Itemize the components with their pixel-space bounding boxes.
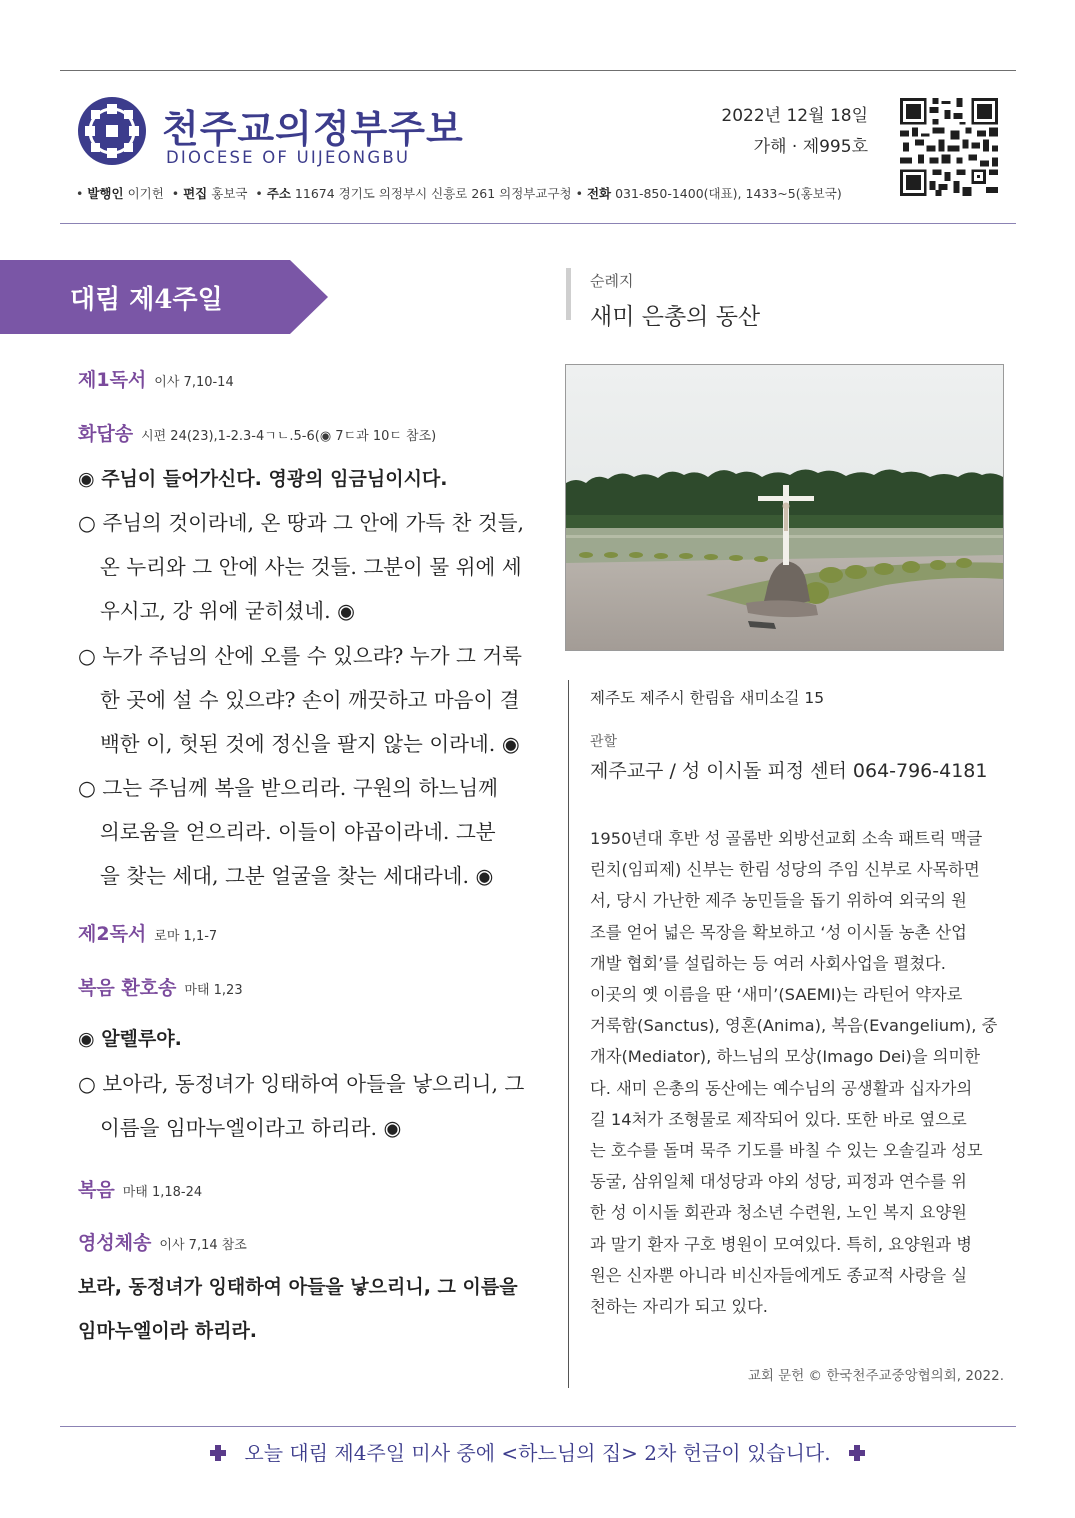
psalm-verses bbox=[78, 766, 540, 898]
communion-label: 영성체송 bbox=[78, 1232, 152, 1254]
second-reading-ref: 로마 1,1-7 bbox=[154, 929, 218, 944]
masthead-subtitle: DIOCESE OF UIJEONGBU bbox=[166, 148, 411, 167]
phone-label: 전화 bbox=[586, 186, 612, 201]
cross-icon bbox=[849, 1445, 865, 1461]
acclamation-verse bbox=[78, 1062, 540, 1150]
gospel-label: 복음 bbox=[78, 1179, 115, 1201]
description-line: 서, 당시 가난한 제주 농민들을 돕기 위하여 외국의 원 bbox=[590, 891, 967, 911]
description-line: 거룩함(Sanctus), 영혼(Anima), 복음(Evangelium), 중 bbox=[590, 1016, 998, 1036]
verse-line: 우시고, 강 위에 굳히셨네. ◉ bbox=[100, 599, 356, 623]
diocese-logo-icon bbox=[77, 96, 147, 166]
footer-rule bbox=[60, 1426, 1016, 1427]
psalm-verses bbox=[78, 634, 540, 766]
editor-label: 편집 bbox=[183, 186, 208, 201]
gospel bbox=[78, 1175, 202, 1202]
offering-notice: 오늘 대림 제4주일 미사 중에 <하느님의 집> 2차 헌금이 있습니다. bbox=[244, 1441, 831, 1465]
verse-line: 의로움을 얻으리라. 이들이 야곱이라네. 그분 bbox=[100, 820, 496, 844]
description-line: 는 호수를 돌며 묵주 기도를 바칠 수 있는 오솔길과 성모 bbox=[590, 1141, 983, 1161]
description-line: 이곳의 옛 이름을 딴 ‘새미’(SAEMI)는 라틴어 약자로 bbox=[590, 985, 963, 1005]
description-line: 린치(임피제) 신부는 한림 성당의 주임 신부로 사목하면 bbox=[590, 860, 980, 880]
verse-line: 을 찾는 세대, 그분 얼굴을 찾는 세대라네. ◉ bbox=[100, 864, 494, 888]
description-line: 개발 협회’를 설립하는 등 여러 사회사업을 펼쳤다. bbox=[590, 953, 946, 973]
verse-line: ○ 보아라, 동정녀가 잉태하여 아들을 낳으리니, 그 bbox=[78, 1072, 525, 1096]
jurisdiction-value: 제주교구 / 성 이시돌 피정 센터 064-796-4181 bbox=[590, 760, 988, 782]
gospel-acclamation-label: 복음 환호송 bbox=[78, 977, 177, 999]
description-line: 개자(Mediator), 하느님의 모상(Imago Dei)을 의미한 bbox=[590, 1047, 980, 1067]
psalm-ref: 시편 24(23),1-2.3-4ㄱㄴ.5-6(◉ 7ㄷ과 10ㄷ 참조) bbox=[141, 429, 437, 444]
jurisdiction-label: 관할 bbox=[590, 734, 618, 750]
communion bbox=[78, 1228, 247, 1255]
communion-line: 보라, 동정녀가 잉태하여 아들을 낳으리니, 그 이름을 bbox=[78, 1276, 518, 1298]
communion-ref: 이사 7,14 참조 bbox=[159, 1238, 247, 1253]
editor-name: 홍보국 bbox=[211, 186, 248, 201]
description-line: 천하는 자리가 되고 있다. bbox=[590, 1297, 768, 1317]
publisher-label: 발행인 bbox=[87, 186, 124, 201]
verse-line: 한 곳에 설 수 있으랴? 손이 깨끗하고 마음이 결 bbox=[100, 688, 520, 712]
communion-line: 임마누엘이라 하리라. bbox=[78, 1320, 258, 1342]
crucifix-lake-image bbox=[566, 365, 1003, 650]
psalm-verses bbox=[78, 501, 540, 633]
description-line: 원은 신자뿐 아니라 비신자들에게도 종교적 사랑을 실 bbox=[590, 1265, 968, 1285]
header-top-rule bbox=[60, 70, 1016, 71]
verse-line: 이름을 임마누엘이라고 하리라. ◉ bbox=[100, 1116, 402, 1140]
copyright-credit: 교회 문헌 © 한국천주교중앙협의회, 2022. bbox=[747, 1368, 1004, 1384]
sunday-title: 대림 제4주일 bbox=[70, 285, 223, 315]
pilgrimage-description bbox=[590, 823, 1006, 1322]
column-divider bbox=[568, 680, 569, 1388]
pilgrimage-accent-bar bbox=[566, 268, 571, 320]
verse-line: 온 누리와 그 안에 사는 것들. 그분이 물 위에 세 bbox=[100, 555, 522, 579]
issue-date: 2022년 12월 18일 bbox=[721, 106, 868, 126]
address-label: 주소 bbox=[266, 186, 291, 201]
communion-antiphon bbox=[78, 1265, 548, 1353]
pilgrimage-address: 제주도 제주시 한림읍 새미소길 15 bbox=[590, 689, 825, 707]
footer-notice bbox=[0, 1437, 1075, 1466]
pilgrimage-title: 새미 은총의 동산 bbox=[590, 304, 761, 330]
cross-icon bbox=[210, 1445, 226, 1461]
header-bottom-rule bbox=[60, 223, 1016, 224]
psalm-label: 화답송 bbox=[78, 423, 134, 445]
second-reading bbox=[78, 919, 217, 946]
description-line: 한 성 이시돌 회관과 청소년 수련원, 노인 복지 요양원 bbox=[590, 1203, 967, 1223]
psalm-response: ◉ 주님이 들어가신다. 영광의 임금님이시다. bbox=[78, 468, 448, 490]
description-line: 다. 새미 은총의 동산에는 예수님의 공생활과 십자가의 bbox=[590, 1078, 973, 1098]
first-reading bbox=[78, 365, 234, 392]
alleluia: ◉ 알렐루야. bbox=[78, 1028, 182, 1050]
gospel-ref: 마태 1,18-24 bbox=[122, 1185, 203, 1200]
pilgrimage-category: 순례지 bbox=[590, 272, 634, 290]
pilgrimage-photo bbox=[565, 364, 1004, 651]
masthead-title: 천주교의정부주보 bbox=[162, 107, 464, 151]
second-reading-label: 제2독서 bbox=[78, 923, 147, 945]
psalm bbox=[78, 419, 436, 446]
verse-line: ○ 그는 주님께 복을 받으리라. 구원의 하느님께 bbox=[78, 776, 498, 800]
publisher-address: 11674 경기도 의정부시 신흥로 261 의정부교구청 bbox=[294, 186, 572, 201]
issue-number: 가해 · 제995호 bbox=[753, 137, 868, 157]
verse-line: ○ 누가 주님의 산에 오를 수 있으랴? 누가 그 거룩 bbox=[78, 644, 522, 668]
description-line: 동굴, 삼위일체 대성당과 야외 성당, 피정과 연수를 위 bbox=[590, 1172, 967, 1192]
description-line: 과 말기 환자 구호 병원이 모여있다. 특히, 요양원과 병 bbox=[590, 1234, 973, 1254]
verse-line: 백한 이, 헛된 것에 정신을 팔지 않는 이라네. ◉ bbox=[100, 732, 520, 756]
description-line: 길 14처가 조형물로 제작되어 있다. 또한 바로 옆으로 bbox=[590, 1109, 967, 1129]
qr-code-icon[interactable] bbox=[900, 98, 998, 196]
verse-line: ○ 주님의 것이라네, 온 땅과 그 안에 가득 찬 것들, bbox=[78, 511, 525, 535]
first-reading-label: 제1독서 bbox=[78, 369, 147, 391]
publisher-name: 이기헌 bbox=[127, 186, 164, 201]
gospel-acclamation-ref: 마태 1,23 bbox=[184, 983, 243, 998]
gospel-acclamation bbox=[78, 973, 243, 1000]
first-reading-ref: 이사 7,10-14 bbox=[154, 375, 234, 390]
description-line: 1950년대 후반 성 골롬반 외방선교회 소속 패트릭 맥글 bbox=[590, 829, 983, 848]
publication-info: • 발행인 이기헌 • 편집 홍보국 • 주소 11674 경기도 의정부시 신흥로 261 의정부교구청 • 전화 031-850-1400(대표), 1433~5(홍보국) bbox=[76, 186, 842, 201]
description-line: 조를 얻어 넓은 목장을 확보하고 ‘성 이시돌 농촌 산업 bbox=[590, 922, 967, 942]
publisher-phone: 031-850-1400(대표), 1433~5(홍보국) bbox=[615, 186, 842, 201]
